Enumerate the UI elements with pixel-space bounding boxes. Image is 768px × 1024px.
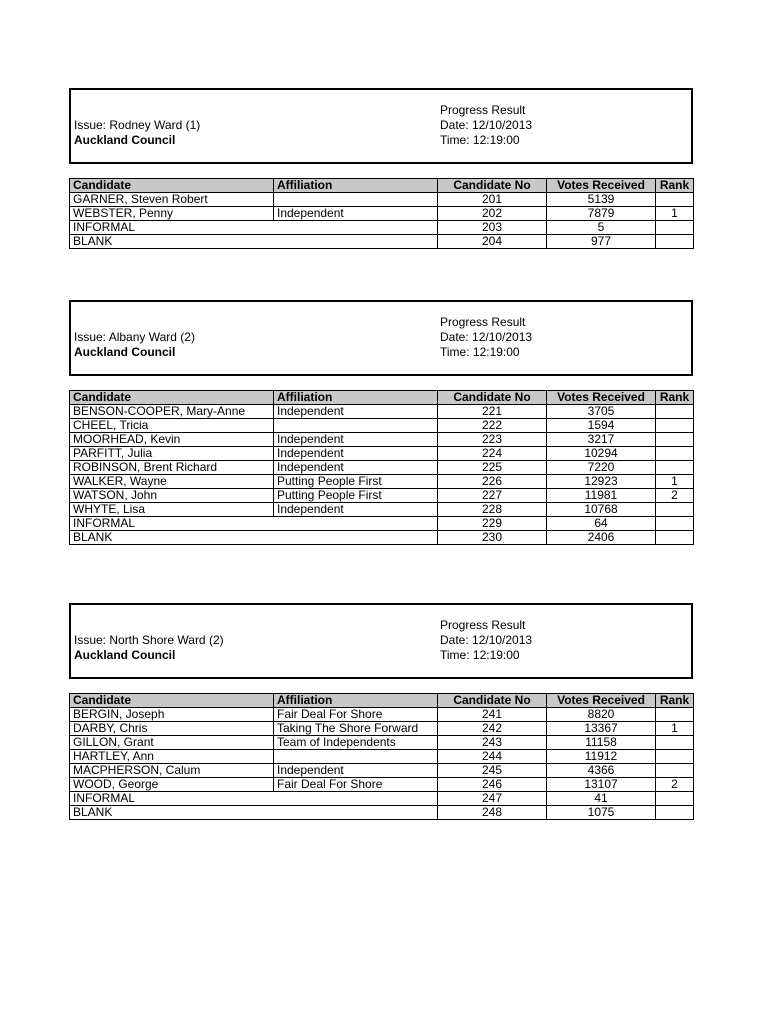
table-row: [70, 736, 694, 750]
votes-received: 11912: [547, 750, 656, 764]
rank: [656, 764, 694, 778]
votes-received: 5139: [547, 193, 656, 207]
result-date: Date: 12/10/2013: [440, 330, 533, 344]
votes-received: 3705: [547, 405, 656, 419]
rank: [656, 419, 694, 433]
table-row: [70, 708, 694, 722]
council-name: Auckland Council: [74, 345, 176, 359]
candidate-no: 230: [438, 531, 547, 545]
table-row: [70, 778, 694, 792]
affiliation: Fair Deal For Shore: [274, 708, 438, 722]
candidate-name: ROBINSON, Brent Richard: [70, 461, 274, 475]
votes-received: 10768: [547, 503, 656, 517]
affiliation: Taking The Shore Forward: [274, 722, 438, 736]
candidate-no: 204: [438, 235, 547, 249]
col-header-votes: Votes Received: [547, 391, 656, 405]
candidate-no: 227: [438, 489, 547, 503]
affiliation: Independent: [274, 207, 438, 221]
candidate-name: WATSON, John: [70, 489, 274, 503]
candidate-no: 201: [438, 193, 547, 207]
rank: [656, 433, 694, 447]
result-header-box: [69, 603, 693, 679]
candidate-name: MOORHEAD, Kevin: [70, 433, 274, 447]
votes-received: 1594: [547, 419, 656, 433]
results-table: [69, 178, 694, 249]
rank: 1: [656, 722, 694, 736]
col-header-votes: Votes Received: [547, 179, 656, 193]
candidate-name: BLANK: [70, 235, 438, 249]
table-row: [70, 193, 694, 207]
candidate-name: WHYTE, Lisa: [70, 503, 274, 517]
votes-received: 3217: [547, 433, 656, 447]
result-date: Date: 12/10/2013: [440, 633, 533, 647]
result-meta: [440, 103, 532, 148]
rank: [656, 405, 694, 419]
candidate-name: WALKER, Wayne: [70, 475, 274, 489]
affiliation: Independent: [274, 461, 438, 475]
affiliation: Independent: [274, 405, 438, 419]
issue-title: Issue: Rodney Ward (1): [74, 118, 201, 132]
issue-block: [74, 330, 195, 360]
votes-received: 41: [547, 792, 656, 806]
col-header-candidate: Candidate: [70, 179, 274, 193]
affiliation: Independent: [274, 503, 438, 517]
result-header-box: [69, 88, 693, 164]
rank: [656, 531, 694, 545]
results-table: [69, 390, 694, 545]
affiliation: Independent: [274, 764, 438, 778]
rank: [656, 708, 694, 722]
affiliation: [274, 750, 438, 764]
col-header-candidate-no: Candidate No: [438, 179, 547, 193]
table-row: [70, 419, 694, 433]
council-name: Auckland Council: [74, 648, 176, 662]
votes-received: 5: [547, 221, 656, 235]
candidate-no: 242: [438, 722, 547, 736]
col-header-rank: Rank: [656, 179, 694, 193]
votes-received: 8820: [547, 708, 656, 722]
rank: [656, 235, 694, 249]
result-time: Time: 12:19:00: [440, 133, 520, 147]
votes-received: 7220: [547, 461, 656, 475]
candidate-name: PARFITT, Julia: [70, 447, 274, 461]
affiliation: [274, 193, 438, 207]
rank: [656, 736, 694, 750]
rank: [656, 503, 694, 517]
votes-received: 13367: [547, 722, 656, 736]
affiliation: Putting People First: [274, 489, 438, 503]
rank: [656, 750, 694, 764]
table-body: [70, 708, 694, 820]
candidate-name: BLANK: [70, 531, 438, 545]
votes-received: 4366: [547, 764, 656, 778]
candidate-no: 222: [438, 419, 547, 433]
candidate-name: BERGIN, Joseph: [70, 708, 274, 722]
votes-received: 11981: [547, 489, 656, 503]
table-row: [70, 489, 694, 503]
col-header-candidate: Candidate: [70, 391, 274, 405]
table-row: [70, 750, 694, 764]
candidate-no: 223: [438, 433, 547, 447]
table-row: [70, 764, 694, 778]
affiliation: [274, 419, 438, 433]
table-row: [70, 405, 694, 419]
candidate-no: 245: [438, 764, 547, 778]
votes-received: 2406: [547, 531, 656, 545]
table-header-row: [70, 179, 694, 193]
table-row: [70, 531, 694, 545]
candidate-no: 226: [438, 475, 547, 489]
candidate-no: 244: [438, 750, 547, 764]
progress-label: Progress Result: [440, 315, 526, 329]
results-table: [69, 693, 694, 820]
candidate-name: BLANK: [70, 806, 438, 820]
table-row: [70, 447, 694, 461]
candidate-name: GILLON, Grant: [70, 736, 274, 750]
col-header-rank: Rank: [656, 391, 694, 405]
rank: 2: [656, 489, 694, 503]
affiliation: Team of Independents: [274, 736, 438, 750]
table-header-row: [70, 391, 694, 405]
affiliation: Putting People First: [274, 475, 438, 489]
candidate-no: 203: [438, 221, 547, 235]
col-header-candidate-no: Candidate No: [438, 694, 547, 708]
candidate-no: 228: [438, 503, 547, 517]
table-row: [70, 503, 694, 517]
table-row: [70, 235, 694, 249]
result-header-box: [69, 300, 693, 376]
votes-received: 12923: [547, 475, 656, 489]
candidate-no: 241: [438, 708, 547, 722]
candidate-no: 225: [438, 461, 547, 475]
candidate-no: 247: [438, 792, 547, 806]
council-name: Auckland Council: [74, 133, 176, 147]
col-header-rank: Rank: [656, 694, 694, 708]
votes-received: 977: [547, 235, 656, 249]
candidate-name: MACPHERSON, Calum: [70, 764, 274, 778]
progress-label: Progress Result: [440, 103, 526, 117]
table-row: [70, 475, 694, 489]
result-meta: [440, 618, 532, 663]
col-header-affiliation: Affiliation: [274, 694, 438, 708]
votes-received: 7879: [547, 207, 656, 221]
candidate-no: 224: [438, 447, 547, 461]
votes-received: 13107: [547, 778, 656, 792]
candidate-name: INFORMAL: [70, 517, 438, 531]
table-row: [70, 806, 694, 820]
col-header-votes: Votes Received: [547, 694, 656, 708]
result-time: Time: 12:19:00: [440, 345, 520, 359]
issue-title: Issue: North Shore Ward (2): [74, 633, 224, 647]
candidate-no: 246: [438, 778, 547, 792]
col-header-affiliation: Affiliation: [274, 391, 438, 405]
candidate-name: WEBSTER, Penny: [70, 207, 274, 221]
result-date: Date: 12/10/2013: [440, 118, 533, 132]
candidate-name: HARTLEY, Ann: [70, 750, 274, 764]
rank: 1: [656, 475, 694, 489]
col-header-candidate-no: Candidate No: [438, 391, 547, 405]
candidate-name: CHEEL, Tricia: [70, 419, 274, 433]
rank: 2: [656, 778, 694, 792]
candidate-name: BENSON-COOPER, Mary-Anne: [70, 405, 274, 419]
col-header-affiliation: Affiliation: [274, 179, 438, 193]
result-meta: [440, 315, 532, 360]
table-row: [70, 792, 694, 806]
issue-block: [74, 118, 200, 148]
table-row: [70, 207, 694, 221]
issue-block: [74, 633, 224, 663]
table-row: [70, 221, 694, 235]
table-row: [70, 433, 694, 447]
issue-title: Issue: Albany Ward (2): [74, 330, 195, 344]
affiliation: Independent: [274, 433, 438, 447]
table-body: [70, 193, 694, 249]
affiliation: Independent: [274, 447, 438, 461]
votes-received: 11158: [547, 736, 656, 750]
rank: 1: [656, 207, 694, 221]
table-row: [70, 517, 694, 531]
candidate-name: DARBY, Chris: [70, 722, 274, 736]
rank: [656, 461, 694, 475]
table-row: [70, 722, 694, 736]
candidate-name: INFORMAL: [70, 792, 438, 806]
candidate-no: 243: [438, 736, 547, 750]
candidate-name: INFORMAL: [70, 221, 438, 235]
rank: [656, 221, 694, 235]
col-header-candidate: Candidate: [70, 694, 274, 708]
votes-received: 64: [547, 517, 656, 531]
candidate-no: 248: [438, 806, 547, 820]
rank: [656, 806, 694, 820]
table-body: [70, 405, 694, 545]
rank: [656, 517, 694, 531]
affiliation: Fair Deal For Shore: [274, 778, 438, 792]
result-time: Time: 12:19:00: [440, 648, 520, 662]
candidate-no: 221: [438, 405, 547, 419]
rank: [656, 193, 694, 207]
table-row: [70, 461, 694, 475]
table-header-row: [70, 694, 694, 708]
progress-label: Progress Result: [440, 618, 526, 632]
rank: [656, 792, 694, 806]
candidate-no: 202: [438, 207, 547, 221]
votes-received: 1075: [547, 806, 656, 820]
candidate-no: 229: [438, 517, 547, 531]
rank: [656, 447, 694, 461]
votes-received: 10294: [547, 447, 656, 461]
candidate-name: WOOD, George: [70, 778, 274, 792]
candidate-name: GARNER, Steven Robert: [70, 193, 274, 207]
